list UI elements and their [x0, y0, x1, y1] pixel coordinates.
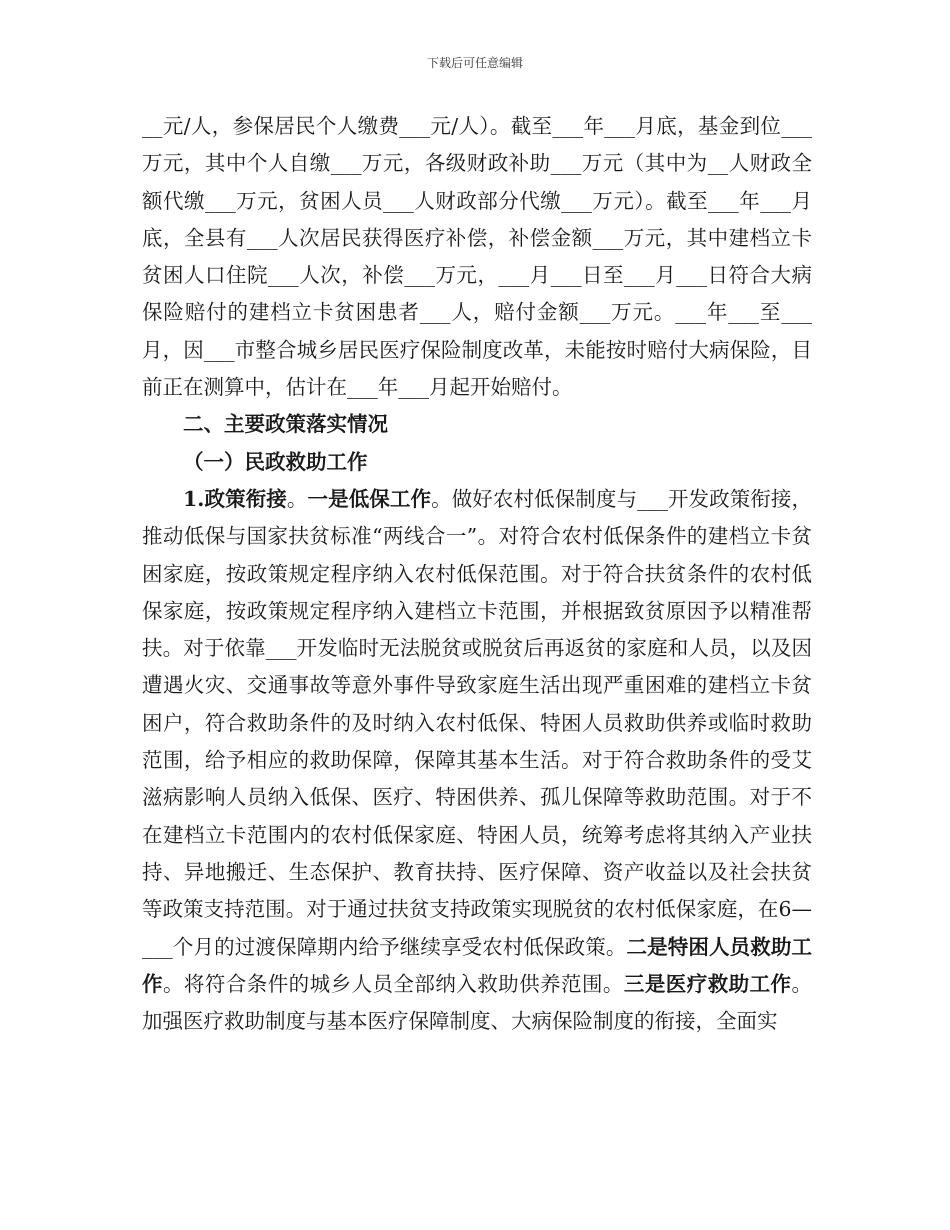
paragraph-text: 。 [286, 486, 308, 511]
special-hardship-work-title: 二是特困人员救助工作 [142, 934, 812, 996]
paragraph-fund-status: __元/人，参保居民个人缴费___元/人）。截至___年___月底，基金到位___万元，其中个人自缴___万元，各级财政补助___万元（其中为__人财政全额代缴___万元，贫困人员___人财政部分代缴___万元）。截至___年___月底，全县有___人次居民获得医疗补偿，补偿金额___万元，其中建档立卡贫困人口住院___人次，补偿___万元，___月___日至___月___日符合大病保险赔付的建档立卡贫困患者___人，赔付金额___万元。___年___至___月，因___市整合城乡居民医疗保险制度改革，未能按时赔付大病保险，目前正在测算中，估计在___年___月起开始赔付。 [142, 114, 812, 400]
low-income-work-title: 一是低保工作 [307, 486, 432, 511]
document-body [142, 108, 812, 1040]
section-heading: 二、主要政策落实情况 [183, 412, 388, 437]
subsection-heading: （一）民政救助工作 [183, 449, 368, 474]
policy-connection-title: 1.政策衔接 [183, 486, 287, 511]
paragraph-text: 。将符合条件的城乡人员全部纳入救助供养范围。 [162, 971, 624, 996]
page-header: 下载后可任意编辑 [426, 56, 523, 70]
paragraph-policy-connection [142, 481, 812, 1040]
medical-aid-work-title: 三是医疗救助工作 [623, 971, 792, 996]
paragraph-text: 。加强医疗救助制度与基本医疗保障制度、大病保险制度的衔接，全面实 [142, 971, 813, 1034]
paragraph-text: 。做好农村低保制度与___开发政策衔接，推动低保与国家扶贫标准“两线合一”。对符合农村低保条件的建档立卡贫困家庭，按政策规定程序纳入农村低保范围。对于符合扶贫条件的农村低保家庭，按政策规定程序纳入建档立卡范围，并根据致贫原因予以精准帮扶。对于依靠___开发临时无法脱贫或脱贫后再返贫的家庭和人员，以及因遭遇火灾、交通事故等意外事件导致家庭生活出现严重困难的建档立卡贫困户，符合救助条件的及时纳入农村低保、特困人员救助供养或临时救助范围，给予相应的救助保障，保障其基本生活。对于符合救助条件的受艾滋病影响人员纳入低保、医疗、特困供养、孤儿保障等救助范围。对于不在建档立卡范围内的农村低保家庭、特困人员，统筹考虑将其纳入产业扶持、异地搬迁、生态保护、教育扶持、医疗保障、资产收益以及社会扶贫等政策支持范围。对于通过扶贫支持政策实现脱贫的农村低保家庭，在6—___个月的过渡保障期内给予继续享受农村低保政策。 [142, 486, 813, 959]
